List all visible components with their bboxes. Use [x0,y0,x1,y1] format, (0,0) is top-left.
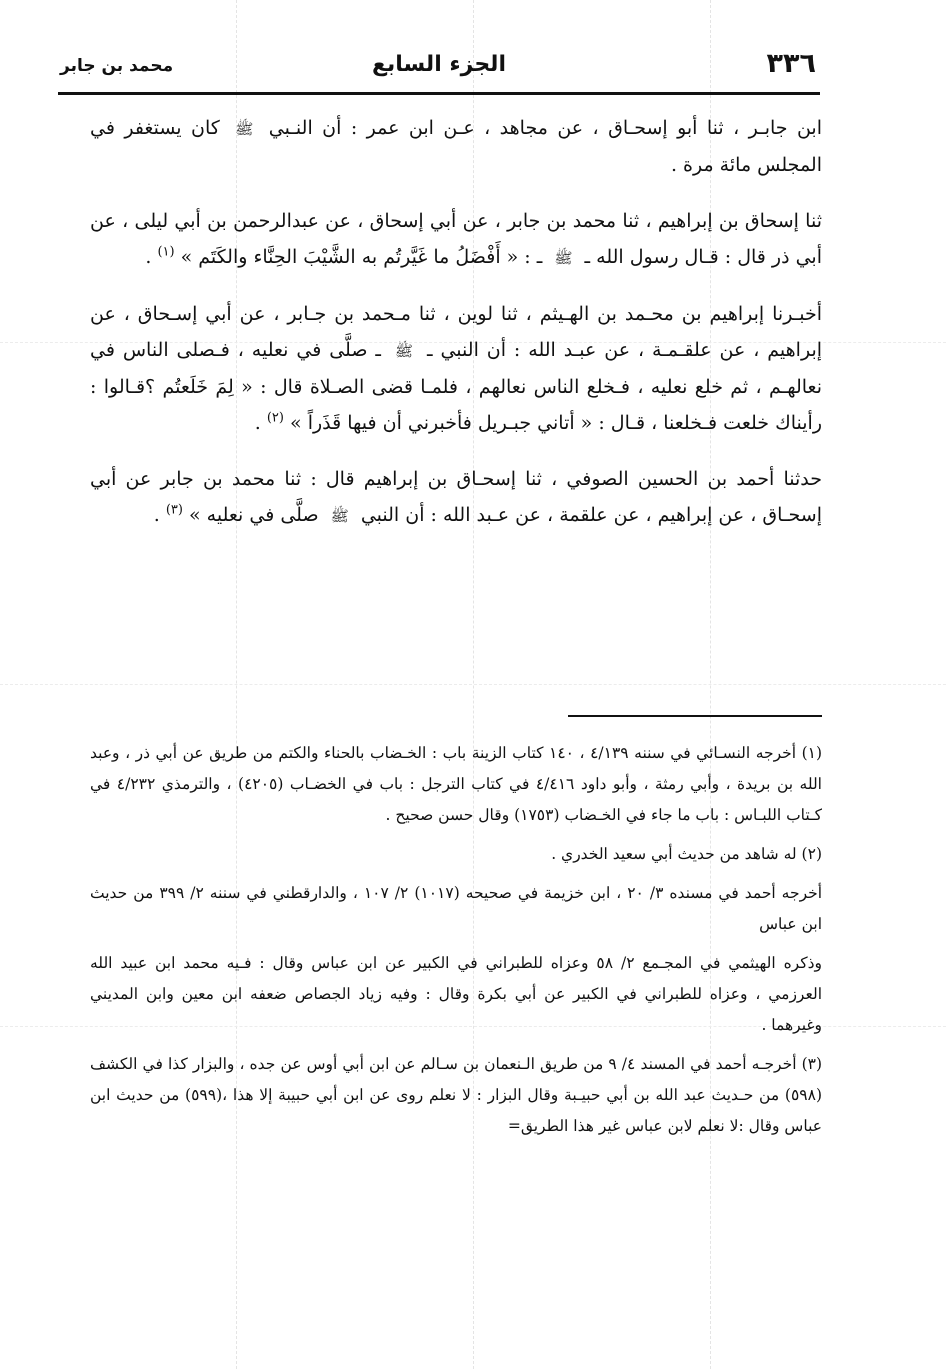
paragraph-text: حدثنا أحمد بن الحسين الصوفي ، ثنا إسحـاق بن إبراهيم قال : ثنا محمد بن جابر عن أبي إسحـاق ، عن إبراهيم ، عن علقمة ، عن عـبد الله : أن النبي [90,468,822,526]
footnote-separator [568,715,822,717]
hadith-paragraph [90,296,822,441]
hadith-paragraph [90,203,822,276]
paragraph-text: ثنا إسحاق بن إبراهيم ، ثنا محمد بن جابر ، عن أبي إسحاق ، عن عبدالرحمن بن أبي ليلى ، عن أبي ذر قال : قـال رسول الله ـ [90,210,822,268]
scan-fold-line [0,684,946,685]
running-header [58,48,820,92]
paragraph-text: ابن جابـر ، ثنا أبو إسحـاق ، عن مجاهد ، عـن ابن عمر : أن النـبي [268,117,822,139]
footnote-reference[interactable]: (١) [157,244,175,260]
footnotes [90,738,822,1142]
footnote-3: (٣) أخرجـه أحمد في المسند ٤/ ٩ من طريق الـنعمان بن سـالم عن ابن أبي أوس عن جده ، والبزار كذا في الكشف (٥٩٨) من حـديث عبد الله بن أبي حبيـبة وقال البزار : لا نعلم روى عن ابن أبي حبيبة إلا هذا ،(٥٩٩) من حديث ابن عباس وقال :لا نعلم لابن عباس غير هذا الطريق= [90,1055,823,1135]
volume-title: الجزء السابع [372,52,506,77]
header-rule [58,92,820,95]
paragraph-text: صلَّى في نعليه » [189,504,319,526]
footnote-reference[interactable]: (٣) [165,502,183,518]
footnote-2-continuation: وذكره الهيثمي في المجـمع ٢/ ٥٨ وعزاه للطبراني في الكبير عن ابن عباس وقال : فـيه محمد ابن عبيد الله العرزمي ، وعزاه للطبراني في الكبير عن أبي بكرة وقال : وفيه زياد الجصاص ضعفه ابن معين وابن المديني وغيرهما . [90,954,823,1034]
footnote-2: (٢) له شاهد من حديث أبي سعيد الخدري . [551,845,822,863]
paragraph-text: ـ صلَّى في نعليه ، فـصلى الناس في نعالهـم ، ثم خلع نعليه ، فـخلع الناس نعالهم ، فلمـا قضى الصـلاة قال : « لِمَ خَلَعتُم ؟قـالوا : رأيناك خلعت فـخلعنا ، قـال : « أتاني جبـريل فأخبرني أن فيها قَذَراً » [90,339,822,434]
main-text [90,110,822,534]
footnote-reference[interactable]: (٢) [266,410,284,426]
author-name: محمد بن جابر [60,56,174,76]
salawat-glyph: ﷺ [394,342,414,360]
paragraph-text: . [145,246,152,268]
salawat-glyph: ﷺ [554,249,573,267]
paragraph-text: . [254,412,261,434]
page-number: ٣٣٦ [766,48,816,79]
paragraph-text: . [153,504,160,526]
footnote-1: (١) أخرجه النسـائي في سننه ٤/١٣٩ ، ١٤٠ كتاب الزينة باب : الخـضاب بالحناء والكتم من طريق عن أبي ذر ، وعبد الله بن بريدة ، وأبي رمثة ، وأبو داود ٤/٤١٦ في كتاب الترجل : باب في الخضـاب (٤٢٠٥) ، والترمذي ٤/٢٣٢ في كـتاب اللبـاس : باب ما جاء في الخـضاب (١٧٥٣) وقال حسن صحيح . [90,744,823,824]
footnote-2-continuation: أخرجه أحمد في مسنده ٣/ ٢٠ ، ابن خزيمة في صحيحه (١٠١٧) ٢/ ١٠٧ ، والدارقطني في سننه ٢/ ٣٩٩ من حديث ابن عباس [90,884,823,933]
paragraph-text: أخبـرنا إبراهيم بن محـمد بن الهـيثم ، ثنا لوين ، ثنا مـحمد بن جـابر ، عن أبي إسـحاق ، عن إبراهيم ، عن علقـمـة ، عن عبـد الله : أن النبي ـ [90,303,823,361]
paragraph-text: كان يستغفر في المجلس مائة مرة . [90,117,822,176]
paragraph-text: ـ : « أَفْضَلُ ما غَيَّرتُم به الشَّيْبَ الحِنَّاء والكَتَم » [180,246,543,268]
hadith-paragraph [90,461,822,534]
salawat-glyph: ﷺ [235,120,254,138]
salawat-glyph: ﷺ [330,507,349,525]
hadith-paragraph [90,110,822,183]
